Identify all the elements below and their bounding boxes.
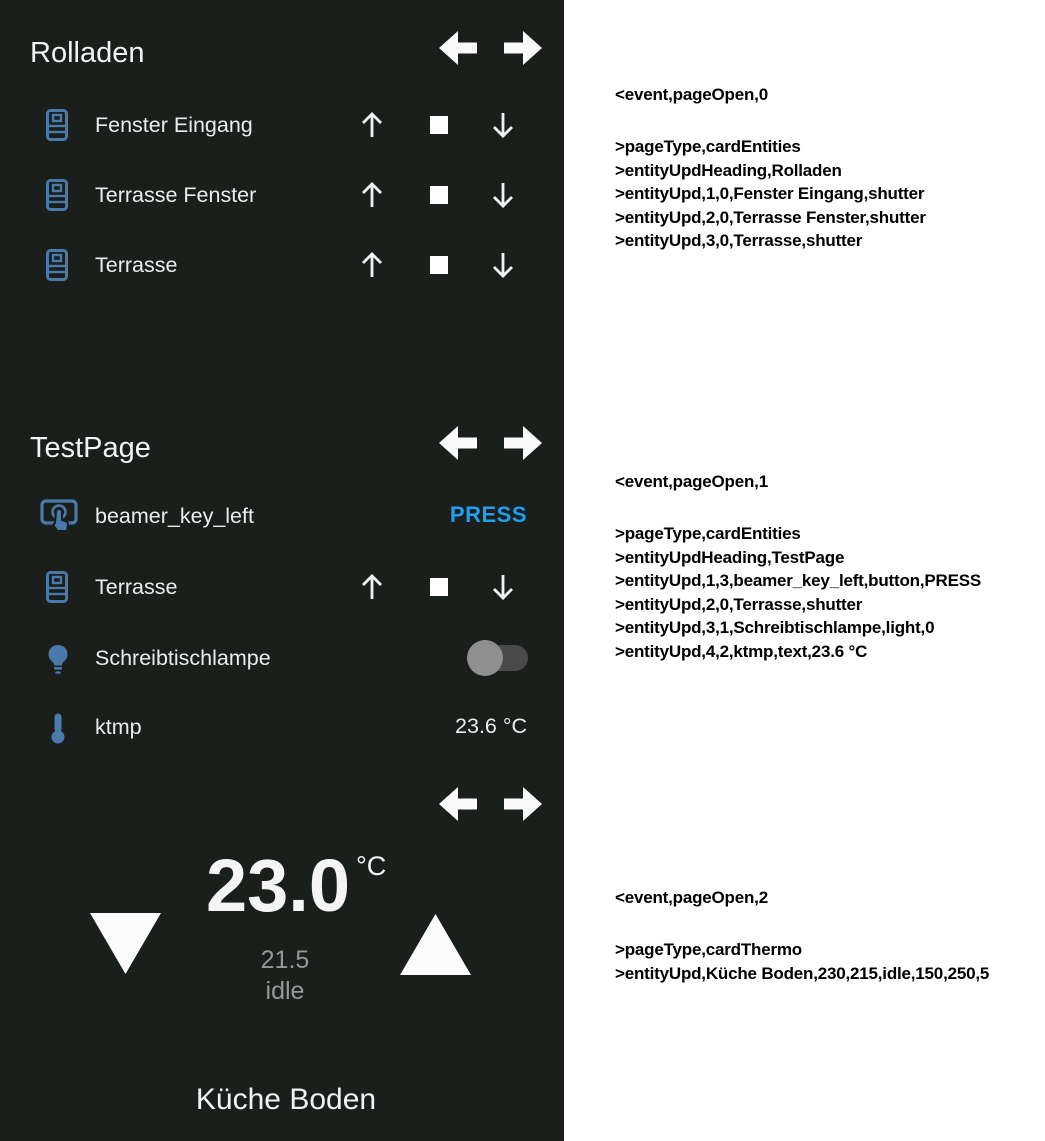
log-line: >entityUpd,Küche Boden,230,215,idle,150,250,5 [615,963,990,983]
temp-up-button[interactable] [398,912,473,982]
page-title: TestPage [30,432,151,464]
window-shutter-icon [46,109,68,146]
log-event-line: <event,pageOpen,2 [615,888,768,907]
log-line: >entityUpd,3,0,Terrasse,shutter [615,231,863,250]
log-line: >entityUpdHeading,Rolladen [615,160,842,180]
arrow-right-bold-icon [504,426,542,460]
shutter-down-button[interactable] [490,111,516,139]
page-next-button[interactable] [504,426,542,460]
log-line: >pageType,cardThermo [615,940,802,959]
log-line: >entityUpd,2,0,Terrasse,shutter [615,594,863,614]
page-next-button[interactable] [504,31,542,65]
log-event-line: <event,pageOpen,0 [615,85,768,104]
serial-log-block [615,886,989,985]
page-prev-button[interactable] [439,31,477,65]
toggle-knob [467,640,503,676]
log-line: >entityUpdHeading,TestPage [615,547,845,567]
shutter-up-button[interactable] [359,573,385,601]
shutter-down-button[interactable] [490,573,516,601]
thermostat-name: Küche Boden [195,1083,377,1116]
window-shutter-icon [46,249,68,286]
hvac-state: idle [265,977,305,1005]
page-prev-button[interactable] [439,426,477,460]
serial-log-block [615,83,926,253]
entity-label: Schreibtischlampe [95,646,271,670]
shutter-down-button[interactable] [490,181,516,209]
log-line: >pageType,cardEntities [615,137,801,156]
shutter-down-button[interactable] [490,251,516,279]
arrow-left-bold-icon [439,787,477,821]
log-line: >pageType,cardEntities [615,524,801,543]
page-prev-button[interactable] [439,787,477,821]
log-line: >entityUpd,1,3,beamer_key_left,button,PRESS [615,571,981,590]
window-shutter-icon [46,571,68,608]
light-toggle[interactable] [468,645,528,671]
shutter-stop-button[interactable] [430,256,448,274]
arrow-right-bold-icon [504,31,542,65]
target-temperature: 21.5 [260,946,310,974]
entity-label: Terrasse [95,575,178,599]
page-title: Rolladen [30,37,145,69]
entity-value: 23.6 °C [455,714,527,738]
log-line: >entityUpd,3,1,Schreibtischlampe,light,0 [615,618,935,637]
log-line: >entityUpd,2,0,Terrasse Fenster,shutter [615,207,926,227]
serial-log-block [615,470,981,663]
temperature-unit: °C [356,851,387,881]
lightbulb-icon [46,644,70,680]
window-shutter-icon [46,179,68,216]
log-line: >entityUpd,1,0,Fenster Eingang,shutter [615,184,925,203]
shutter-stop-button[interactable] [430,116,448,134]
shutter-stop-button[interactable] [430,578,448,596]
shutter-up-button[interactable] [359,181,385,209]
page-next-button[interactable] [504,787,542,821]
triangle-up-icon [398,912,473,977]
arrow-left-bold-icon [439,426,477,460]
gesture-tap-button-icon [40,497,78,542]
current-temperature: 23.0 [206,844,351,927]
entity-label: ktmp [95,715,142,739]
entity-label: Terrasse [95,253,178,277]
log-event-line: <event,pageOpen,1 [615,472,768,491]
shutter-stop-button[interactable] [430,186,448,204]
press-button[interactable]: PRESS [449,502,527,527]
shutter-up-button[interactable] [359,111,385,139]
thermometer-icon [49,712,67,749]
log-line: >entityUpd,4,2,ktmp,text,23.6 °C [615,641,868,661]
arrow-right-bold-icon [504,787,542,821]
temp-down-button[interactable] [88,911,163,981]
entity-label: Terrasse Fenster [95,183,257,207]
entity-label: beamer_key_left [95,504,254,528]
shutter-up-button[interactable] [359,251,385,279]
arrow-left-bold-icon [439,31,477,65]
triangle-down-icon [88,911,163,976]
entity-label: Fenster Eingang [95,113,253,137]
